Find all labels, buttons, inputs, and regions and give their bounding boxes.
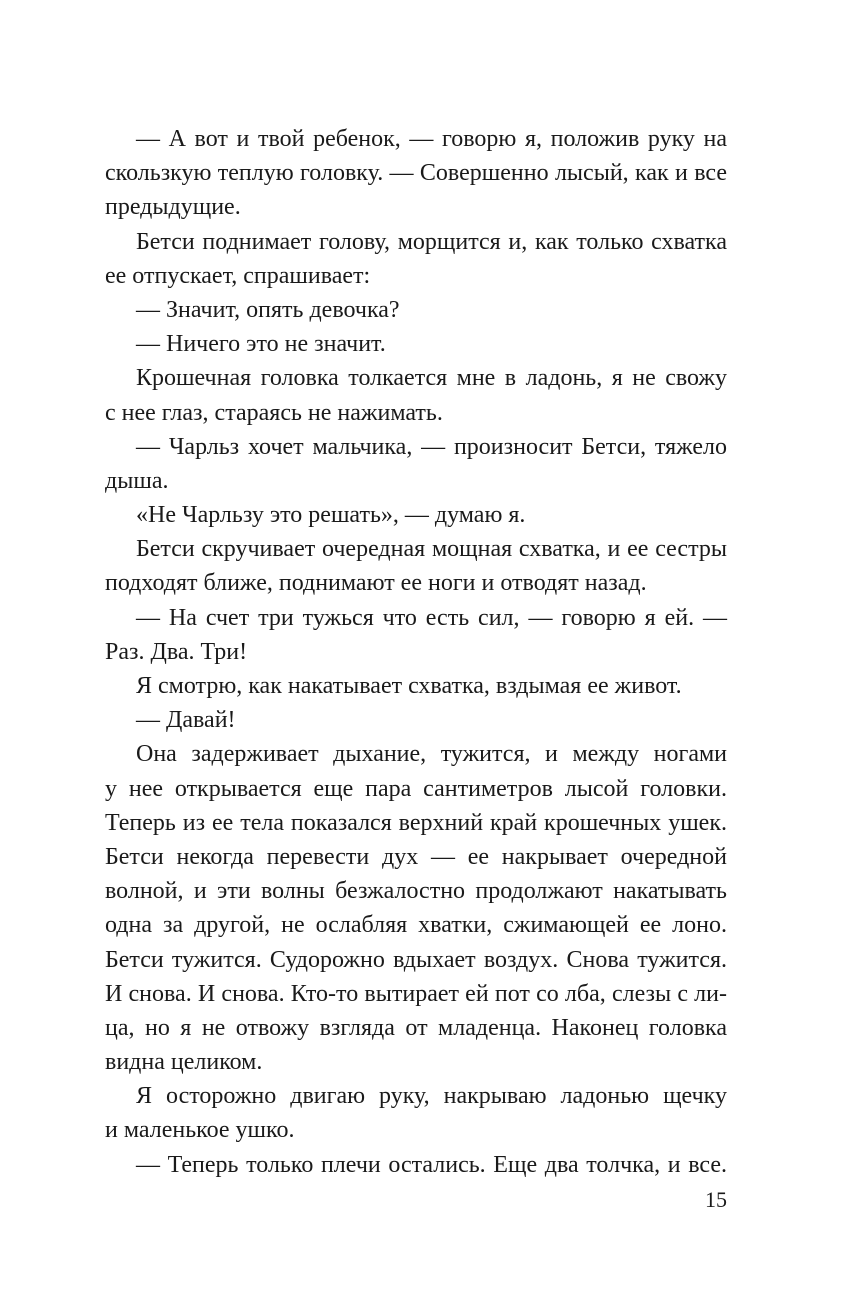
text-line: Она задерживает дыхание, тужится, и между ногами xyxy=(136,741,727,768)
text-line: дыша. xyxy=(105,467,169,494)
text-line: одна за другой, не ослабляя хватки, сжимающей ее лоно. xyxy=(105,912,727,939)
text-line: Теперь из ее тела показался верхний край крошечных ушек. xyxy=(105,809,727,836)
text-line: подходят ближе, поднимают ее ноги и отводят назад. xyxy=(105,570,647,597)
text-line: у нее открывается еще пара сантиметров лысой головки. xyxy=(105,775,727,802)
text-line: И снова. И снова. Кто-то вытирает ей пот со лба, слезы с ли- xyxy=(105,980,727,1007)
text-line: предыдущие. xyxy=(105,194,241,221)
text-line: — Ничего это не значит. xyxy=(136,331,386,358)
text-line: ца, но я не отвожу взгляда от младенца. Наконец головка xyxy=(105,1014,727,1041)
text-line: ее отпускает, спрашивает: xyxy=(105,262,371,289)
text-line: Бетси тужится. Судорожно вдыхает воздух. Снова тужится. xyxy=(105,946,727,973)
text-line: Бетси некогда перевести дух — ее накрывает очередной xyxy=(105,843,727,870)
text-line: «Не Чарльзу это решать», — думаю я. xyxy=(136,502,526,529)
text-line: с нее глаз, стараясь не нажимать. xyxy=(105,399,443,426)
text-line: Я смотрю, как накатывает схватка, вздымая ее живот. xyxy=(136,673,682,699)
text-line: Я осторожно двигаю руку, накрываю ладонью щечку xyxy=(136,1083,727,1110)
text-line: волной, и эти волны безжалостно продолжают накатывать xyxy=(105,878,727,905)
page-number: 15 xyxy=(705,1187,727,1212)
text-line: и маленькое ушко. xyxy=(105,1117,295,1144)
text-line: Крошечная головка толкается мне в ладонь, я не свожу xyxy=(136,365,727,392)
text-line: — Теперь только плечи остались. Еще два толчка, и все. xyxy=(136,1151,727,1178)
text-line: Бетси скручивает очередная мощная схватка, и ее сестры xyxy=(136,536,727,563)
text-line: видна целиком. xyxy=(105,1049,263,1076)
text-line: — Значит, опять девочка? xyxy=(136,296,400,323)
body-text xyxy=(105,122,727,1182)
text-line: скользкую теплую головку. — Совершенно лысый, как и все xyxy=(105,160,727,187)
text-line: — На счет три тужься что есть сил, — говорю я ей. — xyxy=(136,604,727,631)
text-line: — Чарльз хочет мальчика, — произносит Бетси, тяжело xyxy=(136,433,727,460)
text-line: — Давай! xyxy=(136,707,236,734)
text-line: Бетси поднимает голову, морщится и, как только схватка xyxy=(136,228,727,255)
text-line: — А вот и твой ребенок, — говорю я, положив руку на xyxy=(136,126,727,152)
text-line: Раз. Два. Три! xyxy=(105,638,248,665)
